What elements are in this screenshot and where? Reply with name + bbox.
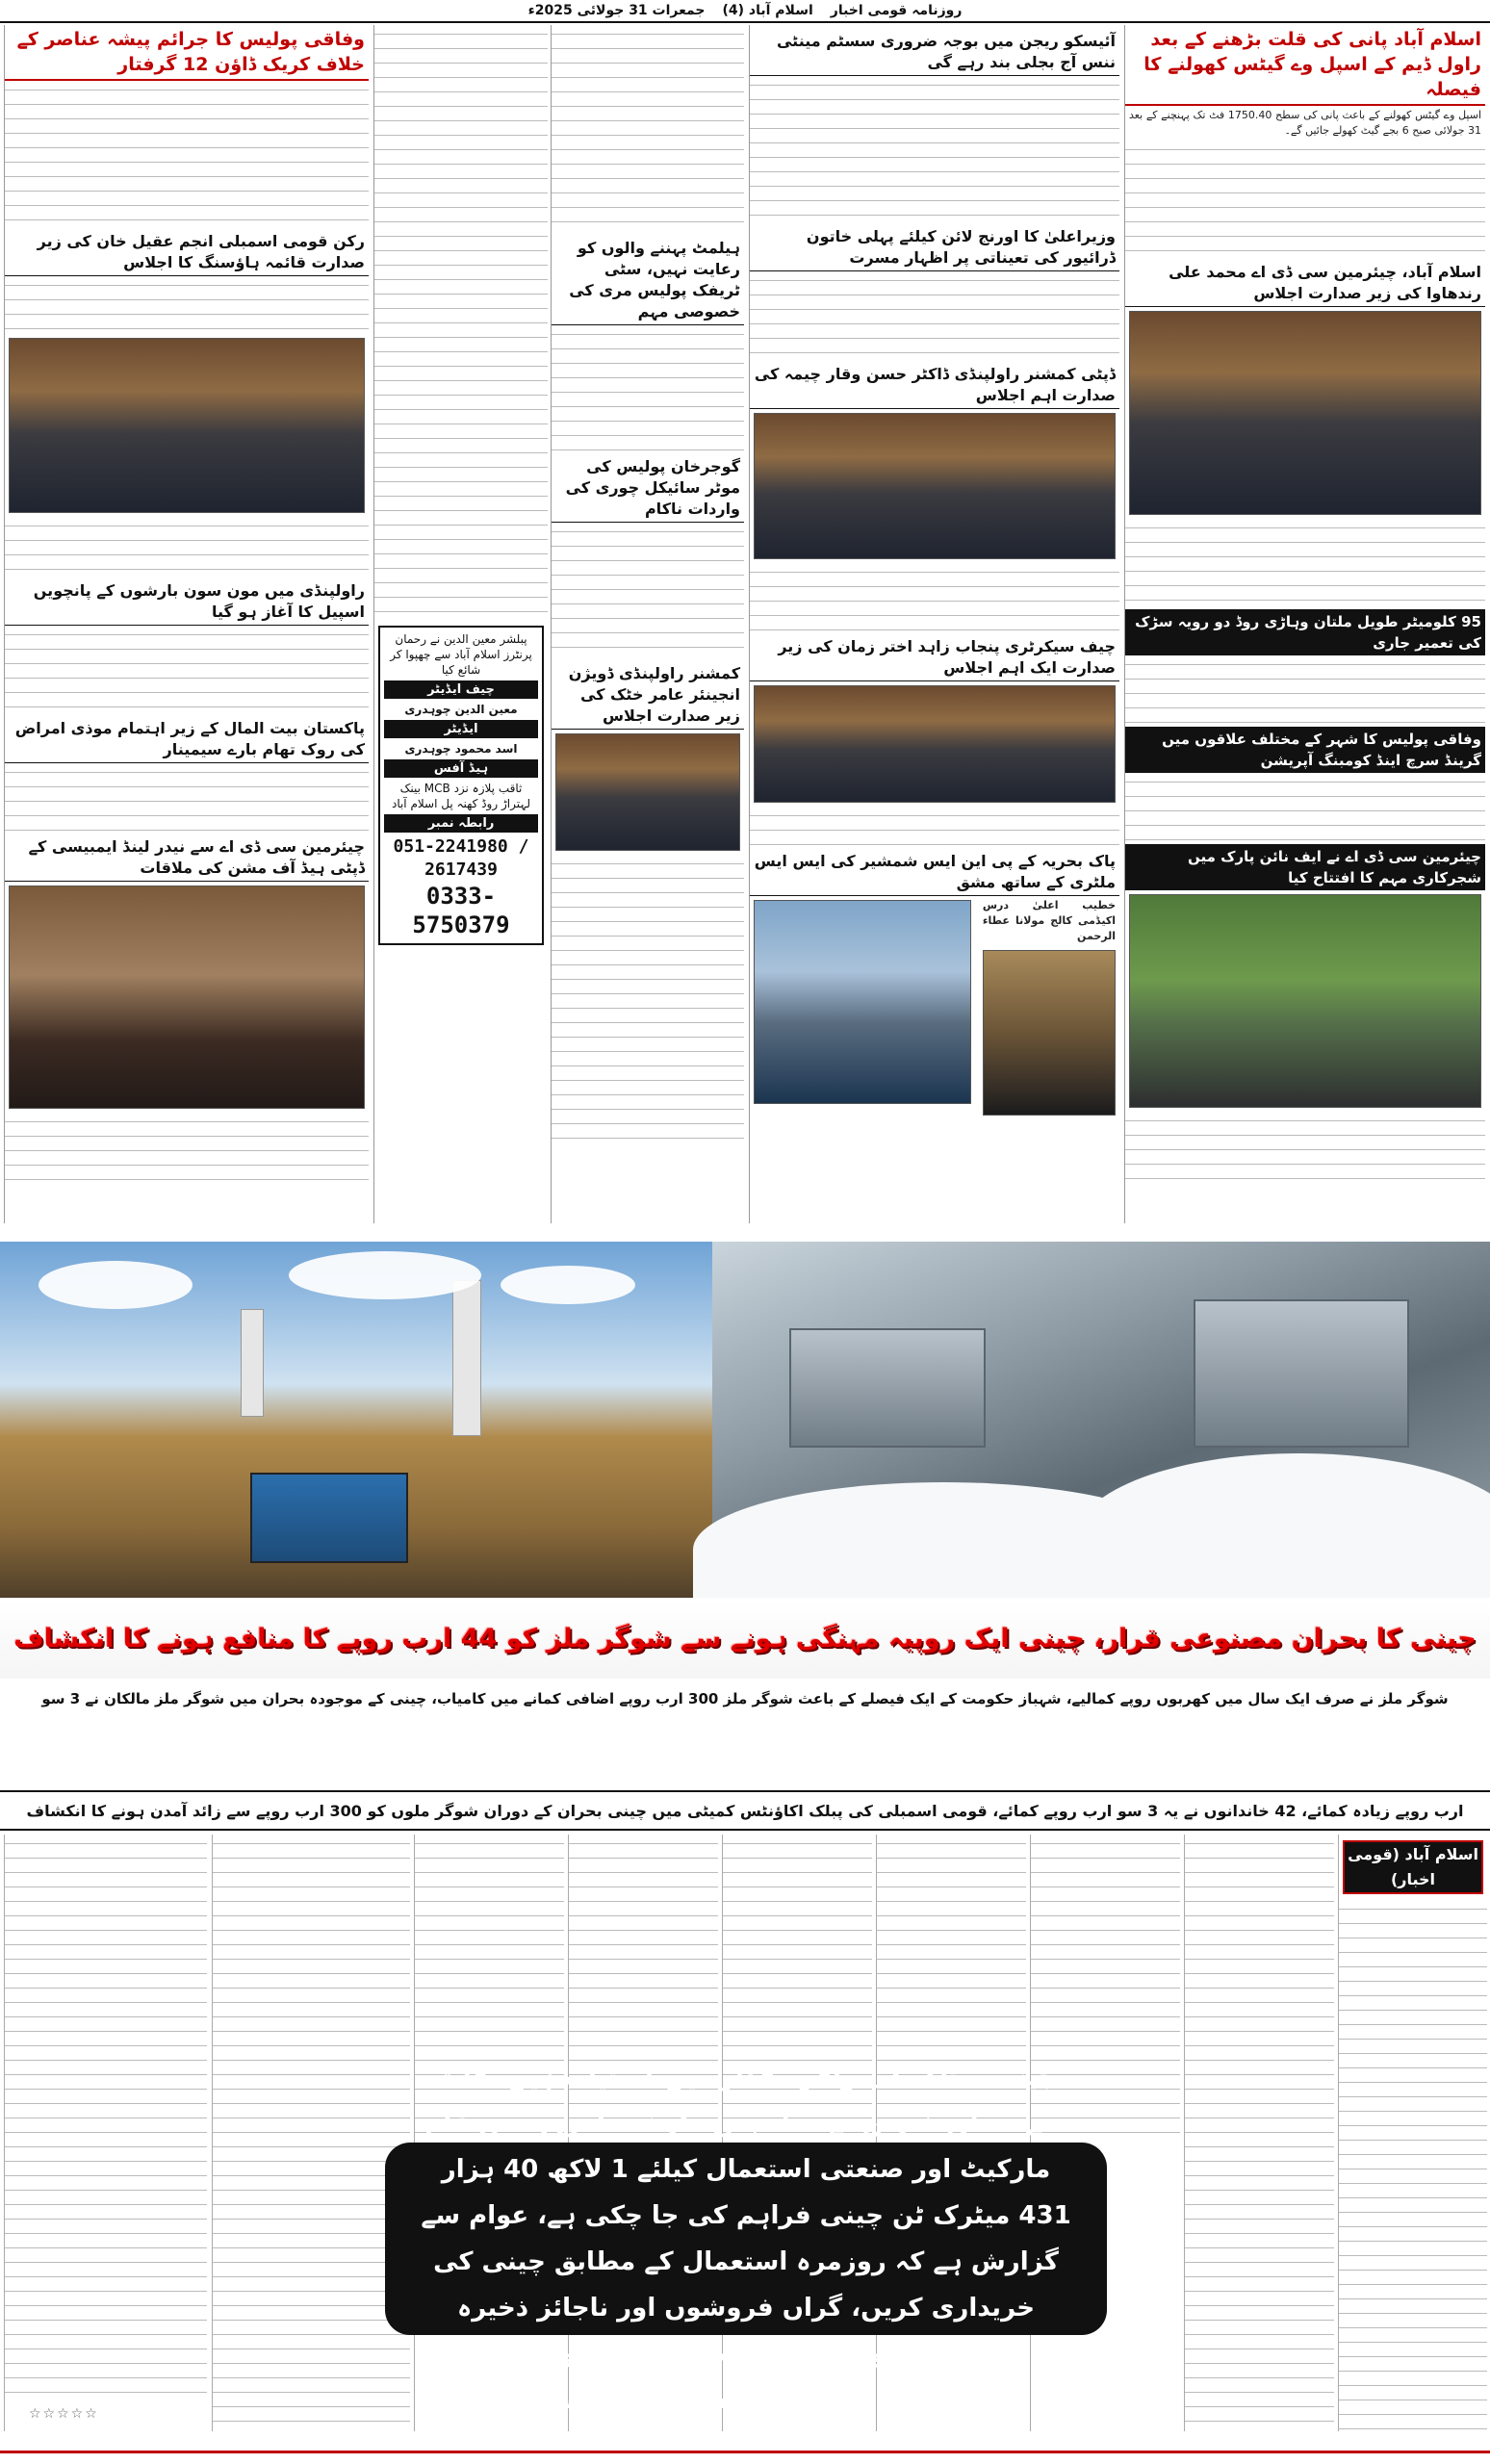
editor-name: اسد محمود چوہدری (404, 742, 518, 756)
text-column-filler (750, 76, 1119, 220)
dateline-tag: اسلام آباد (قومی اخبار) (1343, 1840, 1483, 1894)
chief-editor-name: معین الدین چوہدری (404, 703, 518, 716)
sugar-pile (1078, 1453, 1490, 1598)
smoke-cloud (501, 1266, 635, 1304)
lead-photo-banner (0, 1242, 1490, 1598)
text-column-filler (5, 81, 369, 225)
photo-cda-meeting (1129, 311, 1481, 515)
story-rawal-dam: اسپل وے گیٹس کھولنے کے باعث پانی کی سطح 1750.40 فٹ تک پہنچنے کے بعد 31 جولائی صبح 6 بجے گیٹ کھولے جائیں گے۔ (1129, 109, 1481, 137)
headline-netherlands-meeting: چیئرمین سی ڈی اے سے نیدر لینڈ ایمبیسی کے ڈپٹی ہیڈ آف مشن کی ملاقات (5, 834, 369, 882)
photo-tree-plantation (1129, 894, 1481, 1108)
headline-cleric: خطیب اعلیٰ درس اکیڈمی کالج مولانا عطاء الرحمن (982, 899, 1116, 942)
text-column-filler (5, 517, 369, 575)
photo-sugarcane-mill (0, 1242, 712, 1598)
headline-gujar-khan: گوجرخان پولیس کی موٹر سائیکل چوری کی واردات ناکام (552, 454, 744, 523)
text-column-filler (552, 523, 744, 657)
text-column-filler (552, 855, 744, 1143)
column-center-1 (749, 25, 1119, 1223)
text-column-filler (750, 271, 1119, 358)
machine-chute (1194, 1299, 1409, 1448)
headline-iesco-shutdown: آئیسکو ریجن میں بوجہ ضروری سسٹم مینٹی ننس آج بجلی بند رہے گی (750, 29, 1119, 76)
machine-chute (789, 1328, 986, 1448)
phone-mobile: 0333-5750379 (412, 883, 510, 938)
office-address: ثاقب پلازہ نزد MCB بینک لہتراڑ روڈ کھنہ پل اسلام آباد (391, 782, 531, 810)
photo-navy-ships (754, 900, 971, 1104)
smoke-cloud (39, 1261, 193, 1309)
photo-na-housing (9, 338, 365, 513)
headline-monsoon: راولپنڈی میں مون سون بارشوں کے پانچویں اسپیل کا آغاز ہو گیا (5, 578, 369, 626)
chief-editor-label: چیف ایڈیٹر (384, 680, 538, 699)
text-column-filler (1125, 141, 1485, 256)
column-center-2 (551, 25, 744, 1223)
masthead (0, 0, 1490, 23)
chimney-shape (241, 1309, 264, 1417)
cleric-story (979, 896, 1119, 1119)
text-column-filler (1125, 519, 1485, 605)
imprint-intro: پبلشر معین الدین نے رحمان پرنٹرز اسلام آباد سے چھپوا کر شائع کیا (390, 632, 532, 677)
photo-chief-secretary (754, 685, 1116, 803)
story-column-9 (4, 1835, 207, 2431)
story-column-2 (1184, 1835, 1334, 2431)
headline-orange-line-driver: وزیراعلیٰ کا اورنج لائن کیلئے پہلی خاتون ڈرائیور کی تعیناتی پر اظہار مسرت (750, 224, 1119, 271)
headline-police-operation: وفاقی پولیس کا شہر کے مختلف علاقوں میں گرینڈ سرچ اینڈ کومبنگ آپریشن (1125, 727, 1485, 773)
text-column-filler (5, 1113, 369, 1190)
headline-na-housing: رکن قومی اسمبلی انجم عقیل خان کی زیر صدارت قائمہ ہاؤسنگ کا اجلاس (5, 229, 369, 276)
text-column-filler (213, 1835, 410, 2431)
headline-crackdown: وفاقی پولیس کا جرائم پیشہ عناصر کے خلاف کریک ڈاؤن 12 گرفتار (5, 25, 369, 81)
column-right (1124, 25, 1485, 1223)
text-column-filler (374, 25, 548, 622)
column-center-3 (373, 25, 548, 1223)
masthead-paper: روزنامہ قومی اخبار (830, 3, 963, 18)
text-column-filler (750, 807, 1119, 845)
story-column-1 (1338, 1835, 1487, 2431)
photo-netherlands-meeting (9, 886, 365, 1109)
callout-text: چینی سٹاک کی وافر مقدار میں دستیاب ہیں، قلت سے متعلق خبریں بے بنیاد ہیں، گزشتہ 3 روز میں عام مارکیٹ اور صنعتی استعمال کیلئے 1 لاکھ 40 ہزار 431 میٹرک ٹن چینی فراہم کی جا چکی ہے، عوام سے گزارش ہے کہ روزمرہ استعمال کے مطابق چینی کی خریداری کریں، گراں فروشوں اور ناجائز ذخیرہ اندوزی کرنیوالوں سے حکومت آہنی ہاتھوں سے نمٹ رہی ہے، ترجمان پرائس کنٹرول پنجاب (421, 2063, 1071, 2415)
phone-landline: 051-2241980 / 2617439 (393, 836, 529, 880)
text-column-filler (552, 25, 744, 232)
text-column-filler (1185, 1835, 1334, 2431)
photo-sugar-production (712, 1242, 1490, 1598)
headline-commissioner: کمشنر راولپنڈی ڈویژن انجینئر عامر خٹک کی زیر صدارت اجلاس (552, 661, 744, 730)
text-column-filler (1125, 655, 1485, 723)
headline-bait-ul-maal: پاکستان بیت المال کے زیر اہتمام موذی امراض کی روک تھام بارے سیمینار (5, 716, 369, 763)
column-left (4, 25, 369, 1223)
lead-subheadline-1-text: شوگر ملز نے صرف ایک سال میں کھربوں روپے کمالیے، شہباز حکومت کے ایک فیصلے کے باعث شوگر ملز 300 ارب روپے اضافی کمانے میں کامیاب، چینی کے موجودہ بحران میں شوگر ملز مالکان نے 3 سو (41, 1690, 1449, 1707)
end-stars: ☆☆☆☆☆ (29, 2406, 99, 2422)
text-column-filler (1125, 1112, 1485, 1189)
lead-subheadline-1 (0, 1681, 1490, 1717)
headline-cda-meeting: اسلام آباد، چیئرمین سی ڈی اے محمد علی رندھاوا کی زیر صدارت اجلاس (1125, 260, 1485, 307)
office-label: ہیڈ آفس (384, 759, 538, 778)
text-column-filler (5, 763, 369, 831)
lead-headline: چینی کا بحران مصنوعی قرار، چینی ایک روپیہ مہنگی ہونے سے شوگر ملز کو 44 ارب روپے کا منافع ہونے کا انکشاف (13, 1624, 1477, 1654)
lead-subheadline-2-text: ارب روپے زیادہ کمائے، 42 خاندانوں نے یہ 3 سو ارب روپے کمائے، قومی اسمبلی کی پبلک اکاؤنٹس کمیٹی میں چینی بحران کے دوران شوگر ملوں کو 300 ارب روپے سے زائد آمدن ہونے کا انکشاف (26, 1801, 1464, 1820)
story-column-8 (212, 1835, 410, 2431)
headline-rawal-dam: اسلام آباد پانی کی قلت بڑھنے کے بعد راول ڈیم کے اسپل وے گیٹس کھولنے کا فیصلہ (1125, 25, 1485, 106)
headline-dc-rawalpindi: ڈپٹی کمشنر راولپنڈی ڈاکٹر حسن وقار چیمہ کی صدارت اہم اجلاس (750, 362, 1119, 409)
text-column-filler (552, 325, 744, 450)
masthead-date: جمعرات 31 جولائی 2025ء (527, 3, 706, 18)
text-column-filler (1125, 773, 1485, 840)
headline-helmet-campaign: ہیلمٹ پہننے والوں کو رعایت نہیں، سٹی ٹریفک پولیس مری کی خصوصی مہم (552, 236, 744, 325)
text-column-filler (1339, 1900, 1487, 2431)
editor-label: ایڈیٹر (384, 720, 538, 738)
photo-cleric (983, 950, 1116, 1116)
photo-dc-meeting (754, 413, 1116, 559)
footer-rule (0, 2451, 1490, 2453)
truck-shape (250, 1473, 408, 1563)
text-column-filler (5, 276, 369, 334)
text-column-filler (750, 563, 1119, 630)
headline-tree-plantation: چیئرمین سی ڈی اے نے ایف نائن پارک میں شجرکاری مہم کا افتتاح کیا (1125, 844, 1485, 890)
headline-pak-navy: پاک بحریہ کے پی این ایس شمشیر کی ایس ایس ملٹری کے ساتھ مشق (750, 849, 1119, 896)
masthead-city-page: اسلام آباد (4) (722, 3, 813, 18)
lead-subheadline-2 (0, 1790, 1490, 1831)
headline-multan-road: 95 کلومیٹر طویل ملتان وہاڑی روڈ دو رویہ سڑک کی تعمیر جاری (1125, 609, 1485, 655)
smoke-cloud (289, 1251, 481, 1299)
photo-commissioner (555, 733, 740, 851)
text-column-filler (5, 626, 369, 712)
chimney-shape (452, 1280, 481, 1436)
lead-headline-box (0, 1600, 1490, 1679)
contact-label: رابطہ نمبر (384, 814, 538, 833)
text-column-filler (5, 1835, 207, 2393)
headline-chief-secretary: چیف سیکرٹری پنجاب زاہد اختر زمان کی زیر صدارت ایک اہم اجلاس (750, 634, 1119, 681)
price-control-callout (385, 2063, 1107, 2415)
imprint-box (378, 626, 544, 945)
